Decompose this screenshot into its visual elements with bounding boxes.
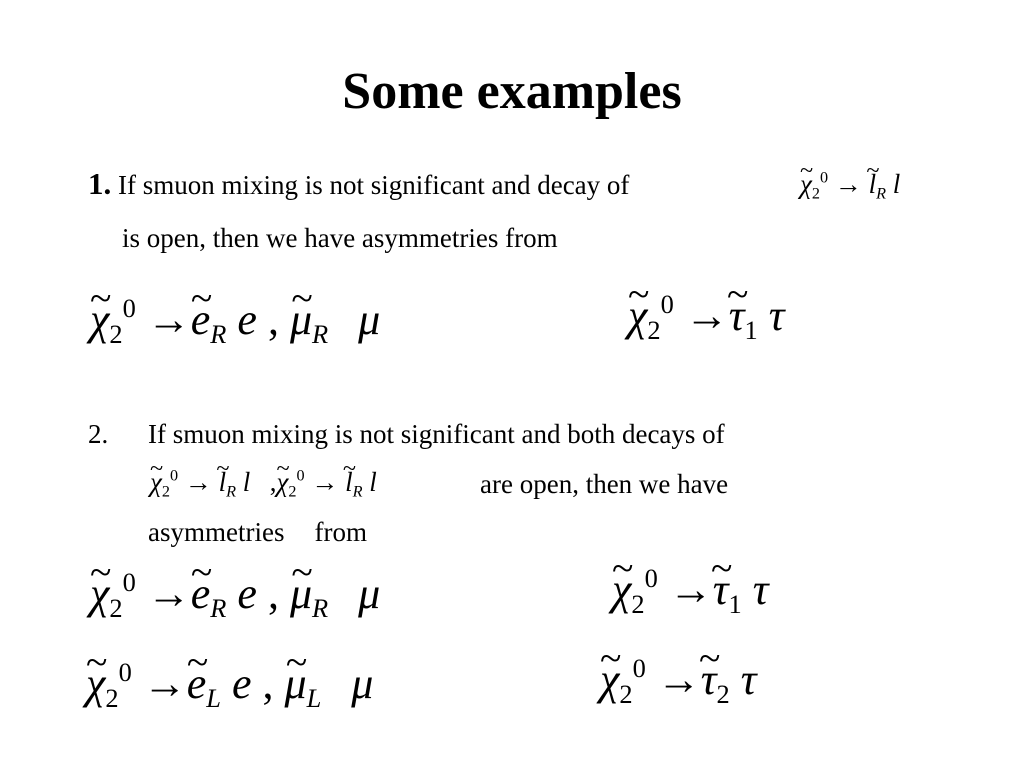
- subscript: L: [206, 683, 221, 714]
- arrow-symbol: →: [668, 565, 713, 614]
- neutralino-symbol: ~ χ: [600, 650, 619, 710]
- formula-chi-to-stau1-2: [612, 560, 768, 620]
- electron-symbol: e: [231, 659, 252, 708]
- superscript: 0: [122, 566, 136, 597]
- neutralino-symbol: ~ χ: [90, 290, 109, 350]
- subscript: 2: [109, 319, 123, 350]
- formula-chi-to-stau2: [600, 650, 756, 710]
- neutralino-symbol: ~ χ: [150, 464, 162, 500]
- formula-chi-to-eR-muR-2: [90, 564, 380, 624]
- superscript: 0: [118, 656, 132, 687]
- comma: ,: [267, 295, 279, 344]
- subscript: 2: [109, 593, 123, 624]
- subscript: 2: [647, 315, 661, 346]
- subscript: 2: [161, 482, 170, 501]
- item2-text-line3: [148, 516, 367, 548]
- subscript: R: [210, 593, 227, 624]
- arrow-symbol: →: [184, 467, 212, 497]
- smuon-symbol: ~ μ: [290, 564, 312, 624]
- stau-symbol: ~ τ: [729, 286, 745, 346]
- item2-number: 2.: [88, 419, 109, 449]
- muon-symbol: μ: [351, 659, 374, 708]
- selectron-symbol: ~ e: [187, 654, 207, 714]
- formula-chi-to-stau1: [628, 286, 784, 346]
- subscript: 2: [716, 679, 730, 710]
- superscript: 0: [819, 168, 829, 187]
- formula-chi-to-eL-muL: [86, 654, 373, 714]
- electron-symbol: e: [237, 569, 257, 618]
- subscript: 1: [744, 315, 758, 346]
- arrow-symbol: →: [311, 467, 339, 497]
- item2-inline-formula: [150, 464, 377, 500]
- item1-text-line1: If smuon mixing is not significant and decay of: [118, 170, 630, 200]
- item2-text-from: from: [314, 517, 367, 547]
- electron-symbol: e: [237, 295, 257, 344]
- selectron-symbol: ~ e: [191, 290, 211, 350]
- selectron-symbol: ~ e: [191, 564, 211, 624]
- item2-text-line1: If smuon mixing is not significant and both decays of: [148, 419, 725, 449]
- slide-title: Some examples: [342, 63, 682, 120]
- subscript: R: [210, 319, 227, 350]
- smuon-symbol: ~ μ: [285, 654, 307, 714]
- neutralino-symbol: ~ χ: [277, 464, 289, 500]
- tau-symbol: τ: [752, 565, 769, 614]
- slepton-symbol: ~ l: [869, 166, 877, 202]
- item2-text-line2: are open, then we have: [480, 469, 729, 499]
- arrow-symbol: →: [834, 169, 862, 199]
- stau-symbol: ~ τ: [713, 560, 729, 620]
- neutralino-symbol: ~ χ: [628, 286, 647, 346]
- neutralino-symbol: ~ χ: [800, 166, 812, 202]
- superscript: 0: [296, 466, 305, 485]
- arrow-symbol: →: [684, 291, 729, 340]
- subscript: 2: [105, 683, 119, 714]
- subscript: R: [352, 482, 363, 501]
- stau-symbol: ~ τ: [701, 650, 717, 710]
- subscript: R: [226, 482, 236, 501]
- superscript: 0: [122, 292, 136, 323]
- superscript: 0: [644, 562, 658, 593]
- lepton-symbol: l: [242, 467, 251, 497]
- item1-number: 1.: [88, 166, 112, 201]
- subscript: L: [306, 683, 322, 714]
- superscript: 0: [632, 652, 646, 683]
- neutralino-symbol: ~ χ: [90, 564, 109, 624]
- item2-text-asymmetries: asymmetries: [148, 517, 285, 547]
- muon-symbol: μ: [358, 569, 381, 618]
- subscript: R: [312, 593, 329, 624]
- formula-chi-to-eR-muR: [90, 290, 380, 350]
- neutralino-symbol: ~ χ: [86, 654, 105, 714]
- slepton-symbol: ~ l: [219, 464, 227, 500]
- item1-line1: [88, 168, 629, 201]
- smuon-symbol: ~ μ: [290, 290, 312, 350]
- subscript: 2: [811, 184, 820, 203]
- lepton-symbol: l: [369, 467, 377, 497]
- superscript: 0: [660, 288, 674, 319]
- item1-text-line2: is open, then we have asymmetries from: [122, 223, 558, 253]
- arrow-symbol: →: [146, 569, 191, 618]
- tau-symbol: τ: [740, 655, 757, 704]
- comma: ,: [267, 569, 279, 618]
- lepton-symbol: l: [892, 169, 901, 199]
- muon-symbol: μ: [358, 295, 381, 344]
- subscript: 2: [288, 482, 297, 501]
- arrow-symbol: →: [146, 295, 191, 344]
- arrow-symbol: →: [656, 655, 701, 704]
- subscript: R: [876, 184, 886, 203]
- item1-inline-formula: [800, 166, 900, 202]
- comma: ,: [262, 659, 274, 708]
- subscript: 1: [728, 589, 742, 620]
- tau-symbol: τ: [768, 291, 785, 340]
- subscript: R: [312, 319, 329, 350]
- superscript: 0: [169, 466, 179, 485]
- arrow-symbol: →: [142, 659, 187, 708]
- subscript: 2: [631, 589, 645, 620]
- subscript: 2: [619, 679, 633, 710]
- comma: ,: [269, 467, 277, 497]
- neutralino-symbol: ~ χ: [612, 560, 631, 620]
- slepton-symbol: ~ l: [345, 464, 353, 500]
